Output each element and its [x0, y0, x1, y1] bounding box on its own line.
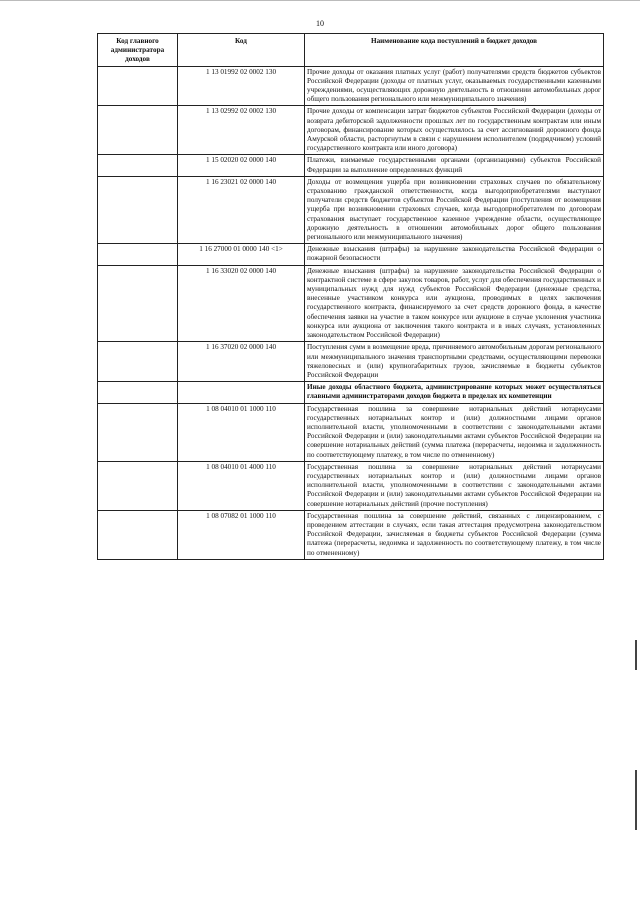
table-row	[98, 176, 604, 243]
section-heading: Иные доходы областного бюджета, администрирование которых может осуществляться главными администраторами доходов бюджета в пределах их компетенции	[305, 382, 604, 403]
scan-artifact	[635, 770, 637, 830]
code-cell: 1 08 04010 01 4000 110	[178, 461, 305, 510]
section-row	[98, 382, 604, 403]
table-row	[98, 244, 604, 265]
header-admin: Код главного администратора доходов	[98, 34, 178, 67]
name-cell: Платежи, взимаемые государственными органами (организациями) субъектов Российской Федерации за выполнение определенных функций	[305, 155, 604, 176]
code-cell: 1 15 02020 02 0000 140	[178, 155, 305, 176]
code-cell: 1 13 01992 02 0002 130	[178, 66, 305, 106]
table-row	[98, 155, 604, 176]
table-row	[98, 403, 604, 461]
name-cell: Государственная пошлина за совершение нотариальных действий нотариусами государственных нотариальных контор и (или) должностными лицами органов исполнительной власти, уполномоченными в соответствии с законодательными актами Российской Федерации и (или) законодательными актами субъектов Российской Федерации на совершение нотариальных действий (прочие поступления)	[305, 461, 604, 510]
admin-cell	[98, 265, 178, 342]
table-header-row	[98, 34, 604, 67]
admin-cell	[98, 461, 178, 510]
table-row	[98, 510, 604, 559]
table-row	[98, 342, 604, 382]
name-cell: Денежные взыскания (штрафы) за нарушение законодательства Российской Федерации о контрактной системе в сфере закупок товаров, работ, услуг для обеспечения государственных и муниципальных нужд для нужд субъектов Российской Федерации (денежные средства, внесенные участником конкурса или аукциона, проводимых в целях заключения государственного контракта, финансируемого за счет средств дорожного фонда, в качестве обеспечения заявки на участие в таком конкурсе или аукционе в случае уклонения участника конкурса или аукциона от заключения такого контракта и в иных случаях, установленных законодательством Российской Федерации)	[305, 265, 604, 342]
scan-artifact	[635, 640, 637, 670]
name-cell: Доходы от возмещения ущерба при возникновении страховых случаев по обязательному страхованию гражданской ответственности, когда выгодоприобретателями выступают получатели средств бюджетов субъектов Российской Федерации (поступления от возмещения ущерба при возникновении страховых случаев, когда выгодоприобретателем по договорам страхования выступает государственное казенное учреждение области, осуществляющее дорожную деятельность в отношении автомобильных дорог общего пользования регионального или межмуниципального значения)	[305, 176, 604, 243]
admin-cell	[98, 244, 178, 265]
table-row	[98, 66, 604, 106]
code-cell: 1 08 07082 01 1000 110	[178, 510, 305, 559]
scan-edge	[0, 0, 640, 1]
name-cell: Государственная пошлина за совершение нотариальных действий нотариусами государственных нотариальных контор и (или) должностными лицами органов исполнительной власти, уполномоченными в соответствии с законодательными актами Российской Федерации и (или) законодательными актами субъектов Российской Федерации на совершение нотариальных действий (сумма платежа (перерасчеты, недоимка и задолженность по соответствующему платежу, в том числе по отмененному)	[305, 403, 604, 461]
table-row	[98, 106, 604, 155]
admin-cell	[98, 66, 178, 106]
revenue-codes-table	[97, 33, 604, 560]
table-row	[98, 461, 604, 510]
admin-cell	[98, 106, 178, 155]
header-name: Наименование кода поступлений в бюджет доходов	[305, 34, 604, 67]
name-cell: Прочие доходы от компенсации затрат бюджетов субъектов Российской Федерации (доходы от возврата дебиторской задолженности прошлых лет по государственным контрактам или иным договорам, финансирование которых осуществлялось за счет ассигнований дорожного фонда Амурской области, расторгнутым в связи с нарушением исполнителем (подрядчиком) условий государственного контракта или иного договора)	[305, 106, 604, 155]
code-cell: 1 13 02992 02 0002 130	[178, 106, 305, 155]
admin-cell	[98, 155, 178, 176]
code-cell: 1 16 27000 01 0000 140 <1>	[178, 244, 305, 265]
table-row	[98, 265, 604, 342]
code-cell: 1 16 33020 02 0000 140	[178, 265, 305, 342]
admin-cell	[98, 403, 178, 461]
code-cell: 1 16 37020 02 0000 140	[178, 342, 305, 382]
header-code: Код	[178, 34, 305, 67]
admin-cell	[98, 342, 178, 382]
code-cell: 1 08 04010 01 1000 110	[178, 403, 305, 461]
code-cell: 1 16 23021 02 0000 140	[178, 176, 305, 243]
name-cell: Прочие доходы от оказания платных услуг (работ) получателями средств бюджетов субъектов Российской Федерации (доходы от платных услуг, оказываемых государственными казенными учреждениями, осуществляющих дорожную деятельность в отношении автомобильных дорог общего пользования регионального или межмуниципального значения)	[305, 66, 604, 106]
page-number: 10	[316, 19, 324, 28]
name-cell: Денежные взыскания (штрафы) за нарушение законодательства Российской Федерации о пожарной безопасности	[305, 244, 604, 265]
name-cell: Поступления сумм в возмещение вреда, причиняемого автомобильным дорогам регионального или межмуниципального значения транспортными средствами, осуществляющими перевозки тяжеловесных и (или) крупногабаритных грузов, зачисляемые в бюджеты субъектов Российской Федерации	[305, 342, 604, 382]
admin-cell	[98, 382, 178, 403]
name-cell: Государственная пошлина за совершение действий, связанных с лицензированием, с проведением аттестации в случаях, если такая аттестация предусмотрена законодательством Российской Федерации, зачисляемая в бюджеты субъектов Российской Федерации (сумма платежа (перерасчеты, недоимка и задолженность по соответствующему платежу, в том числе по отмененному)	[305, 510, 604, 559]
admin-cell	[98, 176, 178, 243]
admin-cell	[98, 510, 178, 559]
code-cell	[178, 382, 305, 403]
